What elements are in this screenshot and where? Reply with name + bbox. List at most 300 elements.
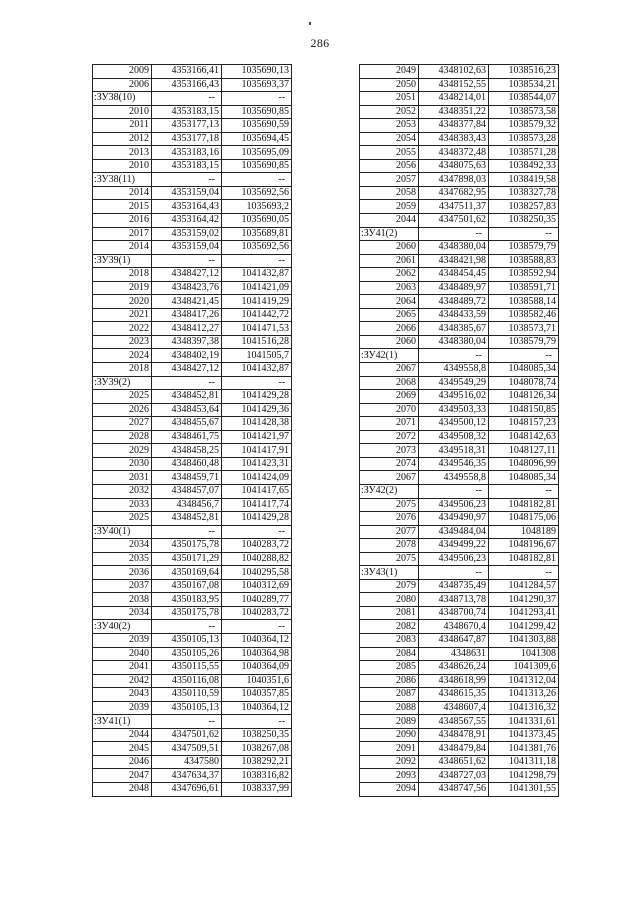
x-coordinate: -- xyxy=(152,620,222,634)
x-coordinate: 4350169,64 xyxy=(152,566,222,580)
y-coordinate: -- xyxy=(489,484,559,498)
x-coordinate: 4349546,35 xyxy=(419,457,489,471)
table-row xyxy=(360,647,559,661)
y-coordinate: 1038588,83 xyxy=(489,254,559,268)
point-number: 2028 xyxy=(93,430,152,444)
x-coordinate: 4348397,38 xyxy=(152,335,222,349)
x-coordinate: 4348647,87 xyxy=(419,633,489,647)
table-row xyxy=(360,539,559,553)
point-number: 2068 xyxy=(360,376,419,390)
y-coordinate: 1041316,32 xyxy=(489,701,559,715)
x-coordinate: 4353159,04 xyxy=(152,241,222,255)
point-number: 2070 xyxy=(360,403,419,417)
y-coordinate: 1038544,07 xyxy=(489,92,559,106)
y-coordinate: 1038250,35 xyxy=(489,214,559,228)
y-coordinate: 1038316,82 xyxy=(222,769,292,783)
x-coordinate: -- xyxy=(152,376,222,390)
table-row xyxy=(360,308,559,322)
y-coordinate: 1041308 xyxy=(489,647,559,661)
point-number: 2075 xyxy=(360,552,419,566)
point-number: 2088 xyxy=(360,701,419,715)
section-label: :ЗУ38(10) xyxy=(93,92,152,106)
table-row xyxy=(93,119,292,133)
x-coordinate: 4350183,95 xyxy=(152,593,222,607)
table-row xyxy=(360,593,559,607)
y-coordinate: 1040364,12 xyxy=(222,701,292,715)
x-coordinate: 4348417,26 xyxy=(152,308,222,322)
y-coordinate: 1048142,63 xyxy=(489,430,559,444)
table-row xyxy=(93,430,292,444)
x-coordinate: 4353177,13 xyxy=(152,119,222,133)
point-number: 2032 xyxy=(93,484,152,498)
table-row xyxy=(93,417,292,431)
x-coordinate: -- xyxy=(419,484,489,498)
x-coordinate: 4350105,13 xyxy=(152,701,222,715)
x-coordinate: 4348433,59 xyxy=(419,308,489,322)
table-row xyxy=(360,295,559,309)
table-row xyxy=(360,335,559,349)
table-row xyxy=(93,498,292,512)
point-number: 2080 xyxy=(360,593,419,607)
x-coordinate: -- xyxy=(419,227,489,241)
y-coordinate: 1038582,46 xyxy=(489,308,559,322)
table-row xyxy=(360,715,559,729)
table-row xyxy=(360,105,559,119)
x-coordinate: 4348380,04 xyxy=(419,241,489,255)
section-label: :ЗУ41(1) xyxy=(93,715,152,729)
point-number: 2042 xyxy=(93,674,152,688)
y-coordinate: 1048175,06 xyxy=(489,512,559,526)
point-number: 2058 xyxy=(360,186,419,200)
x-coordinate: 4348479,84 xyxy=(419,742,489,756)
table-row xyxy=(93,742,292,756)
table-row xyxy=(360,674,559,688)
x-coordinate: 4348455,67 xyxy=(152,417,222,431)
point-number: 2034 xyxy=(93,539,152,553)
y-coordinate: 1038573,71 xyxy=(489,322,559,336)
x-coordinate: 4347511,37 xyxy=(419,200,489,214)
point-number: 2044 xyxy=(93,728,152,742)
point-number: 2037 xyxy=(93,579,152,593)
x-coordinate: -- xyxy=(419,566,489,580)
y-coordinate: -- xyxy=(489,349,559,363)
y-coordinate: 1038250,35 xyxy=(222,728,292,742)
table-row xyxy=(360,525,559,539)
table-row xyxy=(93,159,292,173)
y-coordinate: 1038579,32 xyxy=(489,119,559,133)
x-coordinate: 4348460,48 xyxy=(152,457,222,471)
x-coordinate: 4353183,16 xyxy=(152,146,222,160)
x-coordinate: 4347501,62 xyxy=(152,728,222,742)
x-coordinate: 4348152,55 xyxy=(419,78,489,92)
y-coordinate: 1035695,09 xyxy=(222,146,292,160)
x-coordinate: 4348713,78 xyxy=(419,593,489,607)
point-number: 2049 xyxy=(360,65,419,79)
point-number: 2023 xyxy=(93,335,152,349)
y-coordinate: 1040283,72 xyxy=(222,606,292,620)
x-coordinate: 4349516,02 xyxy=(419,390,489,404)
y-coordinate: 1035690,05 xyxy=(222,214,292,228)
table-row xyxy=(360,186,559,200)
x-coordinate: 4350115,55 xyxy=(152,661,222,675)
y-coordinate: 1038257,83 xyxy=(489,200,559,214)
table-row xyxy=(360,376,559,390)
y-coordinate: 1041432,87 xyxy=(222,363,292,377)
section-header-row xyxy=(93,173,292,187)
table-row xyxy=(360,606,559,620)
point-number: 2081 xyxy=(360,606,419,620)
x-coordinate: 4348670,4 xyxy=(419,620,489,634)
y-coordinate: 1038592,94 xyxy=(489,268,559,282)
y-coordinate: 1048182,81 xyxy=(489,552,559,566)
x-coordinate: 4348421,45 xyxy=(152,295,222,309)
point-number: 2085 xyxy=(360,661,419,675)
table-row xyxy=(360,457,559,471)
point-number: 2035 xyxy=(93,552,152,566)
y-coordinate: 1048085,34 xyxy=(489,363,559,377)
y-coordinate: 1038267,08 xyxy=(222,742,292,756)
x-coordinate: 4348618,99 xyxy=(419,674,489,688)
point-number: 2091 xyxy=(360,742,419,756)
point-number: 2090 xyxy=(360,728,419,742)
point-number: 2067 xyxy=(360,471,419,485)
y-coordinate: 1035689,81 xyxy=(222,227,292,241)
point-number: 2069 xyxy=(360,390,419,404)
point-number: 2089 xyxy=(360,715,419,729)
x-coordinate: 4348427,12 xyxy=(152,363,222,377)
y-coordinate: 1040364,12 xyxy=(222,633,292,647)
point-number: 2060 xyxy=(360,335,419,349)
point-number: 2010 xyxy=(93,159,152,173)
y-coordinate: 1041421,97 xyxy=(222,430,292,444)
y-coordinate: 1048085,34 xyxy=(489,471,559,485)
y-coordinate: -- xyxy=(222,376,292,390)
point-number: 2060 xyxy=(360,241,419,255)
section-header-row xyxy=(93,525,292,539)
y-coordinate: 1040288,82 xyxy=(222,552,292,566)
table-row xyxy=(360,241,559,255)
point-number: 2087 xyxy=(360,688,419,702)
point-number: 2013 xyxy=(93,146,152,160)
section-header-row xyxy=(93,254,292,268)
y-coordinate: 1041516,28 xyxy=(222,335,292,349)
y-coordinate: 1040357,85 xyxy=(222,688,292,702)
x-coordinate: 4348651,62 xyxy=(419,755,489,769)
x-coordinate: 4349518,31 xyxy=(419,444,489,458)
y-coordinate: 1038591,71 xyxy=(489,281,559,295)
x-coordinate: 4349558,8 xyxy=(419,471,489,485)
point-number: 2041 xyxy=(93,661,152,675)
point-number: 2014 xyxy=(93,186,152,200)
y-coordinate: 1035690,85 xyxy=(222,105,292,119)
point-number: 2093 xyxy=(360,769,419,783)
x-coordinate: -- xyxy=(152,92,222,106)
y-coordinate: 1041373,45 xyxy=(489,728,559,742)
table-row xyxy=(93,200,292,214)
x-coordinate: 4348478,91 xyxy=(419,728,489,742)
x-coordinate: 4353166,43 xyxy=(152,78,222,92)
y-coordinate: 1048078,74 xyxy=(489,376,559,390)
x-coordinate: 4348489,72 xyxy=(419,295,489,309)
y-coordinate: 1041309,6 xyxy=(489,661,559,675)
y-coordinate: 1038337,99 xyxy=(222,782,292,796)
section-label: :ЗУ42(1) xyxy=(360,349,419,363)
table-row xyxy=(360,742,559,756)
table-row xyxy=(360,65,559,79)
point-number: 2039 xyxy=(93,633,152,647)
x-coordinate: 4348351,22 xyxy=(419,105,489,119)
point-number: 2045 xyxy=(93,742,152,756)
y-coordinate: -- xyxy=(222,92,292,106)
section-label: :ЗУ39(1) xyxy=(93,254,152,268)
point-number: 2092 xyxy=(360,755,419,769)
scan-speck xyxy=(309,22,311,25)
y-coordinate: 1041311,18 xyxy=(489,755,559,769)
x-coordinate: 4350167,08 xyxy=(152,579,222,593)
point-number: 2084 xyxy=(360,647,419,661)
x-coordinate: 4348452,81 xyxy=(152,390,222,404)
section-header-row xyxy=(360,349,559,363)
x-coordinate: 4349503,33 xyxy=(419,403,489,417)
x-coordinate: 4348385,67 xyxy=(419,322,489,336)
table-row xyxy=(93,65,292,79)
point-number: 2025 xyxy=(93,512,152,526)
x-coordinate: 4348459,71 xyxy=(152,471,222,485)
table-row xyxy=(93,227,292,241)
table-row xyxy=(93,769,292,783)
table-row xyxy=(93,241,292,255)
table-row xyxy=(93,688,292,702)
table-row xyxy=(360,92,559,106)
point-number: 2014 xyxy=(93,241,152,255)
table-row xyxy=(360,417,559,431)
section-header-row xyxy=(360,227,559,241)
point-number: 2044 xyxy=(360,214,419,228)
x-coordinate: 4348427,12 xyxy=(152,268,222,282)
table-row xyxy=(93,186,292,200)
point-number: 2046 xyxy=(93,755,152,769)
point-number: 2071 xyxy=(360,417,419,431)
x-coordinate: 4350116,08 xyxy=(152,674,222,688)
y-coordinate: 1041442,72 xyxy=(222,308,292,322)
y-coordinate: 1035693,37 xyxy=(222,78,292,92)
point-number: 2017 xyxy=(93,227,152,241)
section-header-row xyxy=(93,620,292,634)
point-number: 2036 xyxy=(93,566,152,580)
y-coordinate: 1041428,38 xyxy=(222,417,292,431)
table-row xyxy=(360,769,559,783)
y-coordinate: 1035693,2 xyxy=(222,200,292,214)
y-coordinate: 1041424,09 xyxy=(222,471,292,485)
point-number: 2086 xyxy=(360,674,419,688)
table-row xyxy=(93,281,292,295)
table-row xyxy=(360,322,559,336)
table-row xyxy=(360,688,559,702)
table-row xyxy=(93,512,292,526)
y-coordinate: 1041298,79 xyxy=(489,769,559,783)
table-row xyxy=(93,606,292,620)
point-number: 2011 xyxy=(93,119,152,133)
point-number: 2078 xyxy=(360,539,419,553)
point-number: 2050 xyxy=(360,78,419,92)
y-coordinate: 1041293,41 xyxy=(489,606,559,620)
x-coordinate: 4348452,81 xyxy=(152,512,222,526)
section-header-row xyxy=(93,376,292,390)
x-coordinate: 4347509,51 xyxy=(152,742,222,756)
table-row xyxy=(93,214,292,228)
x-coordinate: -- xyxy=(152,715,222,729)
table-row xyxy=(93,146,292,160)
point-number: 2026 xyxy=(93,403,152,417)
point-number: 2083 xyxy=(360,633,419,647)
y-coordinate: -- xyxy=(222,254,292,268)
table-row xyxy=(360,254,559,268)
y-coordinate: 1041284,57 xyxy=(489,579,559,593)
x-coordinate: 4353164,42 xyxy=(152,214,222,228)
table-row xyxy=(93,552,292,566)
point-number: 2079 xyxy=(360,579,419,593)
point-number: 2064 xyxy=(360,295,419,309)
y-coordinate: 1040364,98 xyxy=(222,647,292,661)
x-coordinate: 4348075,63 xyxy=(419,159,489,173)
table-row xyxy=(93,322,292,336)
x-coordinate: 4353177,18 xyxy=(152,132,222,146)
y-coordinate: 1038573,28 xyxy=(489,132,559,146)
x-coordinate: 4348727,03 xyxy=(419,769,489,783)
point-number: 2029 xyxy=(93,444,152,458)
x-coordinate: 4347580 xyxy=(152,755,222,769)
y-coordinate: 1041313,26 xyxy=(489,688,559,702)
table-row xyxy=(360,403,559,417)
section-header-row xyxy=(93,715,292,729)
table-row xyxy=(360,281,559,295)
table-row xyxy=(93,268,292,282)
table-row xyxy=(93,484,292,498)
y-coordinate: 1038534,21 xyxy=(489,78,559,92)
y-coordinate: 1041505,7 xyxy=(222,349,292,363)
table-row xyxy=(360,701,559,715)
section-label: :ЗУ38(11) xyxy=(93,173,152,187)
x-coordinate: 4349506,23 xyxy=(419,552,489,566)
table-row xyxy=(360,444,559,458)
table-row xyxy=(360,119,559,133)
table-row xyxy=(360,159,559,173)
y-coordinate: -- xyxy=(222,173,292,187)
y-coordinate: 1041429,36 xyxy=(222,403,292,417)
table-row xyxy=(360,173,559,187)
y-coordinate: -- xyxy=(489,227,559,241)
y-coordinate: -- xyxy=(222,715,292,729)
table-row xyxy=(93,674,292,688)
x-coordinate: 4350175,78 xyxy=(152,539,222,553)
table-row xyxy=(360,78,559,92)
x-coordinate: 4349499,22 xyxy=(419,539,489,553)
x-coordinate: 4348377,84 xyxy=(419,119,489,133)
point-number: 2061 xyxy=(360,254,419,268)
x-coordinate: 4348607,4 xyxy=(419,701,489,715)
x-coordinate: -- xyxy=(152,173,222,187)
point-number: 2074 xyxy=(360,457,419,471)
table-row xyxy=(93,566,292,580)
y-coordinate: 1041381,76 xyxy=(489,742,559,756)
x-coordinate: 4348567,55 xyxy=(419,715,489,729)
y-coordinate: 1038573,58 xyxy=(489,105,559,119)
table-row xyxy=(360,552,559,566)
y-coordinate: 1041421,09 xyxy=(222,281,292,295)
y-coordinate: -- xyxy=(222,525,292,539)
x-coordinate: -- xyxy=(419,349,489,363)
y-coordinate: 1041312,04 xyxy=(489,674,559,688)
table-row xyxy=(360,430,559,444)
point-number: 2018 xyxy=(93,363,152,377)
table-row xyxy=(360,471,559,485)
table-row xyxy=(360,579,559,593)
x-coordinate: 4353166,41 xyxy=(152,65,222,79)
y-coordinate: 1038292,21 xyxy=(222,755,292,769)
x-coordinate: 4348615,35 xyxy=(419,688,489,702)
point-number: 2062 xyxy=(360,268,419,282)
y-coordinate: 1040364,09 xyxy=(222,661,292,675)
table-row xyxy=(360,782,559,796)
x-coordinate: 4350110,59 xyxy=(152,688,222,702)
y-coordinate: 1048157,23 xyxy=(489,417,559,431)
x-coordinate: 4349506,23 xyxy=(419,498,489,512)
table-row xyxy=(93,539,292,553)
point-number: 2039 xyxy=(93,701,152,715)
y-coordinate: 1035690,13 xyxy=(222,65,292,79)
y-coordinate: 1041417,74 xyxy=(222,498,292,512)
point-number: 2053 xyxy=(360,119,419,133)
y-coordinate: 1048096,99 xyxy=(489,457,559,471)
y-coordinate: 1035692,56 xyxy=(222,186,292,200)
point-number: 2048 xyxy=(93,782,152,796)
x-coordinate: 4348421,98 xyxy=(419,254,489,268)
table-row xyxy=(93,782,292,796)
table-row xyxy=(93,403,292,417)
point-number: 2072 xyxy=(360,430,419,444)
y-coordinate: 1035692,56 xyxy=(222,241,292,255)
x-coordinate: 4349500,12 xyxy=(419,417,489,431)
x-coordinate: 4348626,24 xyxy=(419,661,489,675)
y-coordinate: 1048127,11 xyxy=(489,444,559,458)
table-row xyxy=(93,363,292,377)
point-number: 2065 xyxy=(360,308,419,322)
x-coordinate: -- xyxy=(152,525,222,539)
section-label: :ЗУ40(2) xyxy=(93,620,152,634)
x-coordinate: 4348735,49 xyxy=(419,579,489,593)
point-number: 2066 xyxy=(360,322,419,336)
table-row xyxy=(93,647,292,661)
point-number: 2025 xyxy=(93,390,152,404)
table-row xyxy=(360,755,559,769)
x-coordinate: 4347696,61 xyxy=(152,782,222,796)
section-label: :ЗУ39(2) xyxy=(93,376,152,390)
table-row xyxy=(93,471,292,485)
table-row xyxy=(360,132,559,146)
point-number: 2073 xyxy=(360,444,419,458)
y-coordinate: 1038571,28 xyxy=(489,146,559,160)
y-coordinate: 1041417,65 xyxy=(222,484,292,498)
x-coordinate: 4348412,27 xyxy=(152,322,222,336)
y-coordinate: 1035694,45 xyxy=(222,132,292,146)
x-coordinate: 4348423,76 xyxy=(152,281,222,295)
y-coordinate: 1041303,88 xyxy=(489,633,559,647)
section-header-row xyxy=(360,484,559,498)
x-coordinate: 4348102,63 xyxy=(419,65,489,79)
point-number: 2043 xyxy=(93,688,152,702)
section-label: :ЗУ42(2) xyxy=(360,484,419,498)
x-coordinate: 4348402,19 xyxy=(152,349,222,363)
